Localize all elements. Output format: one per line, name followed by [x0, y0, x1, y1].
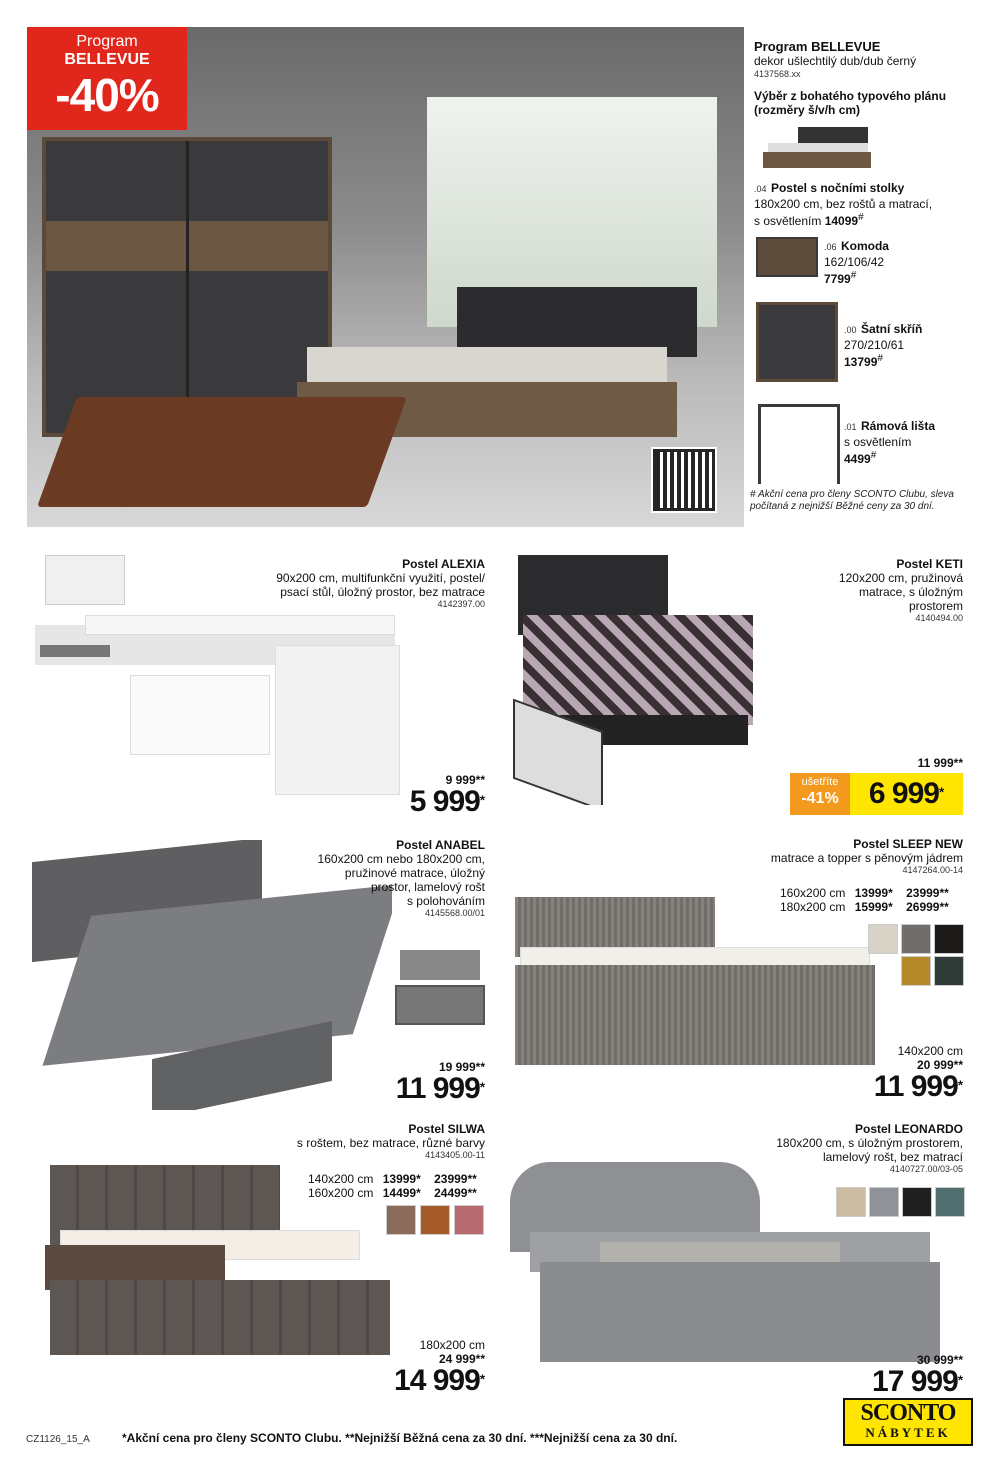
silwa-code: 4143405.00-11: [425, 1150, 485, 1160]
item-mark: #: [850, 270, 857, 281]
thumb-dresser: [756, 237, 818, 277]
size-price: 13999*: [854, 886, 893, 900]
keti-price: 6 999: [868, 777, 939, 810]
anabel-code: 4145568.00/01: [424, 908, 485, 918]
plan-note-1: Výběr z bohatého typového plánu: [754, 89, 947, 103]
alexia-info: [185, 557, 485, 610]
alexia-price-block: [410, 773, 485, 817]
save-label: ušetříte: [801, 776, 839, 788]
logo-top: SCONTO: [860, 1400, 956, 1426]
keti-price-box: [850, 773, 963, 815]
badge-discount: -40%: [55, 69, 159, 121]
color-swatch[interactable]: [934, 924, 964, 954]
color-swatch[interactable]: [902, 1187, 932, 1217]
item-name: Rámová lišta: [860, 419, 936, 433]
sleep-new-size-row: [780, 900, 949, 914]
sleep-new-price-block: [874, 1044, 963, 1102]
item-line: 162/106/42: [824, 255, 885, 269]
item-frame: [844, 417, 969, 466]
color-swatch[interactable]: [454, 1205, 484, 1235]
size-label: 160x200 cm: [308, 1186, 374, 1200]
sleep-new-title: Postel SLEEP NEW: [853, 837, 963, 851]
price-star: *: [938, 784, 945, 800]
thumb-bed: [758, 127, 873, 172]
item-name: Komoda: [840, 239, 889, 253]
item-wardrobe: [844, 320, 969, 369]
size-label: 140x200 cm: [308, 1172, 374, 1186]
sleep-new-code: 4147264.00-14: [902, 865, 963, 875]
plan-note-2: (rozměry š/v/h cm): [754, 103, 861, 117]
item-mark: #: [858, 212, 864, 223]
silwa-old-price: 24 999**: [438, 1352, 485, 1366]
footer-note: *Akční cena pro členy SCONTO Clubu. **Nejnižší Běžná cena za 30 dní. ***Nejnižší cena za 30 dní.: [122, 1431, 678, 1445]
page-code: CZ1126_15_A: [26, 1434, 90, 1445]
anabel-desc-2: pružinové matrace, úložný: [344, 866, 485, 880]
alexia-code: 4142397.00: [437, 599, 485, 609]
badge-program-label: Program: [76, 33, 138, 50]
anabel-price: 11 999: [395, 1072, 480, 1105]
anabel-price-block: [396, 1060, 485, 1104]
size-old-price: 26999**: [906, 900, 949, 914]
leonardo-code: 4140727.00/03-05: [889, 1164, 963, 1174]
silwa-title: Postel SILWA: [408, 1122, 485, 1136]
anabel-info: [225, 838, 485, 919]
color-swatch[interactable]: [836, 1187, 866, 1217]
anabel-desc-1: 160x200 cm nebo 180x200 cm,: [317, 852, 485, 866]
item-price: 4499: [844, 452, 871, 466]
rug-image: [37, 397, 407, 507]
size-old-price: 24499**: [434, 1186, 477, 1200]
qr-code: [651, 447, 717, 513]
leonardo-desc-2: lamelový rošt, bez matrací: [822, 1150, 963, 1164]
color-swatch[interactable]: [901, 956, 931, 986]
sleep-new-info: [663, 837, 963, 876]
sleep-new-old-price: 20 999**: [916, 1058, 963, 1072]
anabel-storage-thumb: [395, 950, 490, 1030]
size-old-price: 23999**: [434, 1172, 477, 1186]
item-line: s osvětlením: [844, 435, 912, 449]
price-star: *: [479, 792, 485, 808]
item-code: .00: [844, 325, 857, 335]
alexia-title: Postel ALEXIA: [402, 557, 485, 571]
wardrobe-image: [42, 137, 332, 437]
leonardo-old-price: 30 999**: [916, 1353, 963, 1367]
item-name: Šatní skříň: [860, 322, 923, 336]
price-star: *: [957, 1077, 963, 1093]
keti-title: Postel KETI: [896, 557, 963, 571]
alexia-desc-1: 90x200 cm, multifunkční využití, postel/: [276, 571, 485, 585]
anabel-desc-3: prostor, lamelový rošt: [370, 880, 485, 894]
keti-desc-2: matrace, s úložným: [858, 585, 963, 599]
anabel-desc-4: s polohováním: [406, 894, 485, 908]
keti-code: 4140494.00: [915, 613, 963, 623]
hero-footnote-line: počítaná z nejnižší Běžné ceny za 30 dní.: [750, 501, 935, 512]
anabel-title: Postel ANABEL: [396, 838, 485, 852]
hero-footnote: [750, 489, 972, 513]
alexia-desc-2: psací stůl, úložný prostor, bez matrace: [280, 585, 485, 599]
color-swatch[interactable]: [901, 924, 931, 954]
badge-program-name: BELLEVUE: [64, 51, 150, 68]
program-code: 4137568.xx: [754, 69, 801, 79]
item-mark: #: [870, 450, 877, 461]
color-swatch[interactable]: [869, 1187, 899, 1217]
price-star: *: [957, 1372, 963, 1388]
leonardo-price: 17 999: [872, 1365, 958, 1398]
item-line: 180x200 cm, bez roštů a matrací,: [754, 197, 933, 211]
color-swatch[interactable]: [934, 956, 964, 986]
sleep-new-price: 11 999: [873, 1070, 958, 1103]
keti-desc-1: 120x200 cm, pružinová: [838, 571, 963, 585]
item-price: 13799: [844, 355, 878, 369]
leonardo-title: Postel LEONARDO: [854, 1122, 963, 1136]
item-code: .04: [754, 184, 767, 194]
keti-desc-3: prostorem: [908, 599, 963, 613]
silwa-size-row: [308, 1172, 477, 1186]
hero-photo-bellevue: [27, 27, 744, 527]
program-title: Program BELLEVUE: [754, 39, 881, 54]
alexia-old-price: 9 999**: [445, 773, 485, 787]
item-name: Postel s nočními stolky: [770, 181, 905, 195]
silwa-price: 14 999: [394, 1364, 480, 1397]
silwa-size: 180x200 cm: [419, 1338, 485, 1352]
silwa-info: [185, 1122, 485, 1161]
sleep-new-size-row: [780, 886, 949, 900]
program-desc: dekor ušlechtilý dub/dub černý: [754, 54, 917, 68]
size-price: 13999*: [382, 1172, 421, 1186]
leonardo-info: [663, 1122, 963, 1175]
silwa-size-row: [308, 1186, 477, 1200]
item-line: s osvětlením: [754, 214, 822, 228]
anabel-old-price: 19 999**: [438, 1060, 485, 1074]
item-line: 270/210/61: [844, 338, 905, 352]
item-price: 14099: [824, 214, 859, 228]
keti-save-badge: [790, 773, 850, 815]
sleep-new-desc: matrace a topper s pěnovým jádrem: [770, 851, 963, 865]
color-swatch[interactable]: [420, 1205, 450, 1235]
size-price: 14499*: [382, 1186, 421, 1200]
keti-info: [723, 557, 963, 624]
size-price: 15999*: [854, 900, 893, 914]
silwa-desc: s roštem, bez matrace, různé barvy: [296, 1136, 485, 1150]
thumb-frame: [758, 404, 840, 484]
color-swatch[interactable]: [868, 924, 898, 954]
color-swatch[interactable]: [935, 1187, 965, 1217]
item-mark: #: [877, 353, 883, 364]
discount-badge: [27, 27, 187, 130]
sconto-logo[interactable]: [843, 1398, 973, 1446]
leonardo-price-block: [872, 1353, 963, 1397]
price-star: *: [479, 1371, 485, 1387]
item-code: .06: [824, 242, 837, 252]
size-old-price: 23999**: [906, 886, 949, 900]
logo-bottom: NÁBYTEK: [865, 1425, 951, 1440]
item-bed: [754, 179, 969, 228]
size-label: 160x200 cm: [780, 886, 846, 900]
keti-old-price: 11 999**: [917, 756, 963, 770]
leonardo-desc-1: 180x200 cm, s úložným prostorem,: [776, 1136, 963, 1150]
item-price: 7799: [824, 272, 851, 286]
alexia-price: 5 999: [409, 785, 480, 818]
color-swatch[interactable]: [386, 1205, 416, 1235]
hero-footnote-line: # Akční cena pro členy SCONTO Clubu, sleva: [750, 489, 954, 500]
thumb-wardrobe: [756, 302, 838, 382]
sleep-new-size: 140x200 cm: [897, 1044, 963, 1058]
item-code: .01: [844, 422, 857, 432]
size-label: 180x200 cm: [780, 900, 846, 914]
bellevue-info-panel: [744, 27, 972, 527]
sleep-new-image: [510, 897, 880, 1087]
item-dresser: [824, 237, 964, 286]
silwa-price-block: [394, 1338, 485, 1396]
save-percent: -41%: [801, 790, 839, 807]
price-star: *: [479, 1079, 485, 1095]
